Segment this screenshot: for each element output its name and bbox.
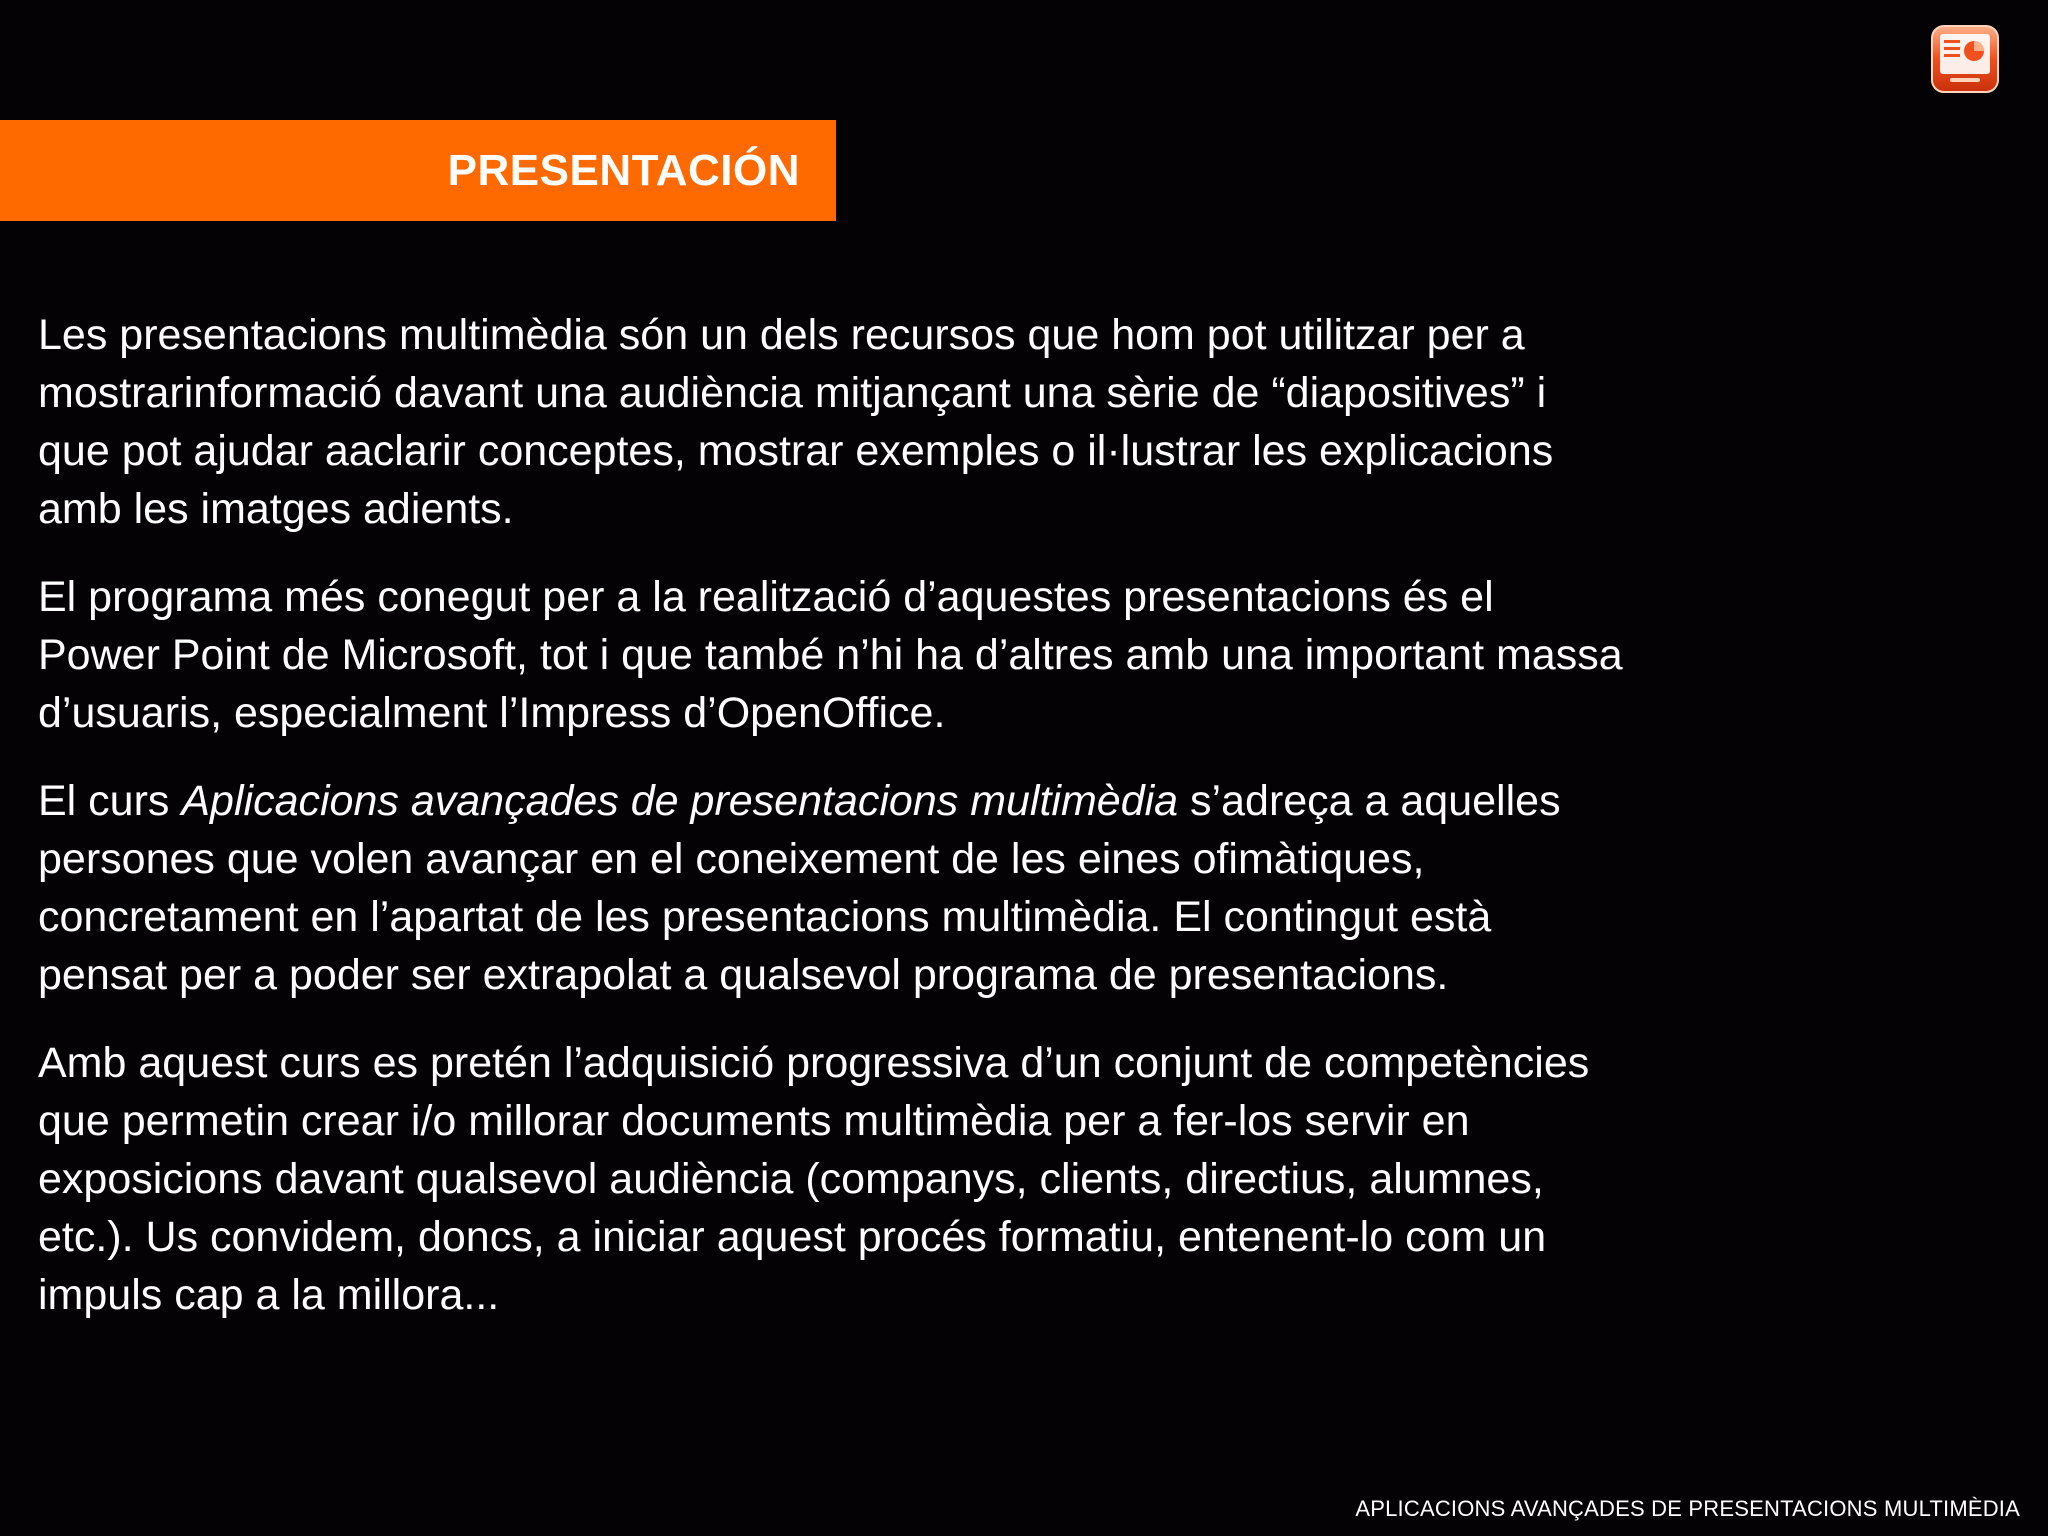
course-paragraph-start: El curs [38,777,182,825]
course-name: Aplicacions avançades de presentacions multimèdia [181,777,1179,825]
footer-course-title: APLICACIONS AVANÇADES DE PRESENTACIONS MULTIMÈDIA [1355,1496,2020,1521]
slide-title: PRESENTACIÓN [447,145,800,195]
course-paragraph-end: s’adreça a aquelles persones que volen avançar en el coneixement de les eines ofimàtiques, concretament en l’apartat de les presentacions multimèdia. El contingut està pensat per a poder ser extrapolat a qualsevol programa de presentacions. [38,777,1561,999]
intro-paragraph: Les presentacions multimèdia són un dels recursos que hom pot utilitzar per a mostrarinformació davant una audiència mitjançant una sèrie de “diapositives” i que pot ajudar aaclarir conceptes, mostrar exemples o il·lustrar les explicacions amb les imatges adients. [38,311,1554,533]
program-paragraph: El programa més conegut per a la realització d’aquestes presentacions és el Power Point de Microsoft, tot i que també n’hi ha d’altres amb una important massa d’usuaris, especialment l’Impress d’OpenOffice. [38,573,1623,737]
objectives-paragraph: Amb aquest curs es pretén l’adquisició progressiva d’un conjunt de competències que permetin crear i/o millorar documents multimèdia per a fer-los servir en exposicions davant qualsevol audiència (companys, clients, directius, alumnes, etc.). Us convidem, doncs, a iniciar aquest procés formatiu, entenent-lo com un impuls cap a la millora... [38,1039,1590,1319]
title-band [0,120,836,221]
powerpoint-app-icon [1928,20,2008,100]
slide-body [38,306,1868,1354]
course-paragraph [38,772,1868,1004]
